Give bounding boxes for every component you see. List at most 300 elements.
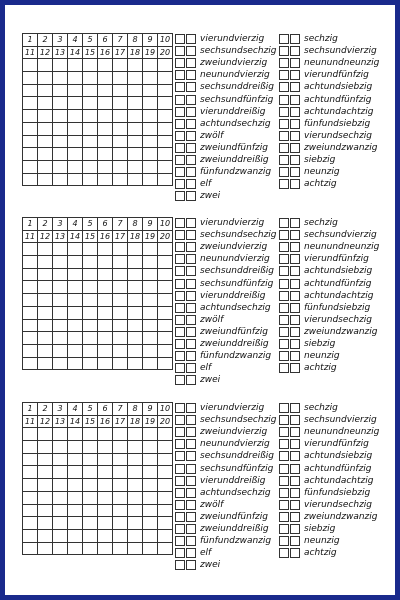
- answer-box[interactable]: [290, 548, 300, 558]
- grid-blank-cell[interactable]: [143, 256, 158, 269]
- answer-box[interactable]: [279, 315, 289, 325]
- answer-box[interactable]: [186, 403, 196, 413]
- grid-blank-cell[interactable]: [113, 294, 128, 307]
- grid-blank-cell[interactable]: [38, 110, 53, 123]
- grid-blank-cell[interactable]: [128, 294, 143, 307]
- answer-box[interactable]: [279, 451, 289, 461]
- answer-box[interactable]: [175, 500, 185, 510]
- grid-blank-cell[interactable]: [128, 542, 143, 555]
- grid-blank-cell[interactable]: [68, 294, 83, 307]
- grid-blank-cell[interactable]: [98, 344, 113, 357]
- grid-blank-cell[interactable]: [38, 504, 53, 517]
- grid-blank-cell[interactable]: [158, 479, 173, 492]
- answer-box[interactable]: [175, 363, 185, 373]
- answer-box[interactable]: [279, 242, 289, 252]
- grid-blank-cell[interactable]: [98, 319, 113, 332]
- answer-box[interactable]: [175, 560, 185, 570]
- grid-blank-cell[interactable]: [98, 72, 113, 85]
- answer-box[interactable]: [279, 415, 289, 425]
- grid-blank-cell[interactable]: [38, 243, 53, 256]
- answer-box[interactable]: [175, 70, 185, 80]
- grid-blank-cell[interactable]: [68, 122, 83, 135]
- grid-blank-cell[interactable]: [128, 160, 143, 173]
- grid-blank-cell[interactable]: [158, 256, 173, 269]
- grid-blank-cell[interactable]: [38, 294, 53, 307]
- grid-blank-cell[interactable]: [83, 529, 98, 542]
- grid-blank-cell[interactable]: [53, 542, 68, 555]
- grid-blank-cell[interactable]: [38, 160, 53, 173]
- grid-blank-cell[interactable]: [128, 306, 143, 319]
- answer-box[interactable]: [186, 191, 196, 201]
- answer-box[interactable]: [279, 536, 289, 546]
- grid-blank-cell[interactable]: [143, 357, 158, 370]
- grid-blank-cell[interactable]: [128, 504, 143, 517]
- grid-blank-cell[interactable]: [128, 517, 143, 530]
- grid-blank-cell[interactable]: [83, 294, 98, 307]
- answer-box[interactable]: [279, 303, 289, 313]
- answer-box[interactable]: [175, 191, 185, 201]
- grid-blank-cell[interactable]: [23, 84, 38, 97]
- answer-box[interactable]: [290, 464, 300, 474]
- grid-blank-cell[interactable]: [38, 344, 53, 357]
- grid-blank-cell[interactable]: [23, 256, 38, 269]
- answer-box[interactable]: [279, 179, 289, 189]
- grid-blank-cell[interactable]: [98, 306, 113, 319]
- answer-box[interactable]: [290, 58, 300, 68]
- grid-blank-cell[interactable]: [113, 479, 128, 492]
- answer-box[interactable]: [279, 230, 289, 240]
- grid-blank-cell[interactable]: [38, 542, 53, 555]
- grid-blank-cell[interactable]: [98, 110, 113, 123]
- answer-box[interactable]: [290, 363, 300, 373]
- grid-blank-cell[interactable]: [83, 306, 98, 319]
- grid-blank-cell[interactable]: [158, 542, 173, 555]
- answer-box[interactable]: [186, 155, 196, 165]
- grid-blank-cell[interactable]: [143, 306, 158, 319]
- grid-blank-cell[interactable]: [83, 504, 98, 517]
- grid-blank-cell[interactable]: [113, 504, 128, 517]
- grid-blank-cell[interactable]: [128, 491, 143, 504]
- grid-blank-cell[interactable]: [23, 173, 38, 186]
- grid-blank-cell[interactable]: [143, 59, 158, 72]
- grid-blank-cell[interactable]: [83, 122, 98, 135]
- answer-box[interactable]: [175, 46, 185, 56]
- answer-box[interactable]: [186, 363, 196, 373]
- grid-blank-cell[interactable]: [83, 160, 98, 173]
- answer-box[interactable]: [186, 230, 196, 240]
- answer-box[interactable]: [186, 179, 196, 189]
- grid-blank-cell[interactable]: [143, 517, 158, 530]
- answer-box[interactable]: [290, 131, 300, 141]
- grid-blank-cell[interactable]: [53, 491, 68, 504]
- grid-blank-cell[interactable]: [113, 72, 128, 85]
- answer-box[interactable]: [290, 476, 300, 486]
- answer-box[interactable]: [175, 291, 185, 301]
- grid-blank-cell[interactable]: [158, 491, 173, 504]
- grid-blank-cell[interactable]: [98, 491, 113, 504]
- grid-blank-cell[interactable]: [113, 529, 128, 542]
- grid-blank-cell[interactable]: [98, 332, 113, 345]
- grid-blank-cell[interactable]: [83, 59, 98, 72]
- grid-blank-cell[interactable]: [83, 281, 98, 294]
- answer-box[interactable]: [186, 339, 196, 349]
- grid-blank-cell[interactable]: [113, 357, 128, 370]
- grid-blank-cell[interactable]: [113, 122, 128, 135]
- grid-blank-cell[interactable]: [158, 97, 173, 110]
- answer-box[interactable]: [279, 107, 289, 117]
- grid-blank-cell[interactable]: [113, 135, 128, 148]
- answer-box[interactable]: [290, 254, 300, 264]
- answer-box[interactable]: [290, 34, 300, 44]
- grid-blank-cell[interactable]: [83, 466, 98, 479]
- grid-blank-cell[interactable]: [98, 466, 113, 479]
- answer-box[interactable]: [186, 291, 196, 301]
- grid-blank-cell[interactable]: [83, 256, 98, 269]
- grid-blank-cell[interactable]: [98, 173, 113, 186]
- grid-blank-cell[interactable]: [128, 135, 143, 148]
- answer-box[interactable]: [290, 315, 300, 325]
- grid-blank-cell[interactable]: [53, 306, 68, 319]
- grid-blank-cell[interactable]: [68, 97, 83, 110]
- answer-box[interactable]: [290, 218, 300, 228]
- grid-blank-cell[interactable]: [23, 479, 38, 492]
- answer-box[interactable]: [279, 464, 289, 474]
- grid-blank-cell[interactable]: [83, 453, 98, 466]
- grid-blank-cell[interactable]: [38, 332, 53, 345]
- grid-blank-cell[interactable]: [53, 59, 68, 72]
- grid-blank-cell[interactable]: [143, 268, 158, 281]
- answer-box[interactable]: [290, 179, 300, 189]
- grid-blank-cell[interactable]: [98, 542, 113, 555]
- grid-blank-cell[interactable]: [128, 122, 143, 135]
- answer-box[interactable]: [175, 266, 185, 276]
- grid-blank-cell[interactable]: [23, 357, 38, 370]
- answer-box[interactable]: [186, 415, 196, 425]
- grid-blank-cell[interactable]: [53, 268, 68, 281]
- grid-blank-cell[interactable]: [23, 491, 38, 504]
- answer-box[interactable]: [279, 131, 289, 141]
- grid-blank-cell[interactable]: [83, 319, 98, 332]
- answer-box[interactable]: [175, 34, 185, 44]
- grid-blank-cell[interactable]: [113, 84, 128, 97]
- grid-blank-cell[interactable]: [158, 517, 173, 530]
- grid-blank-cell[interactable]: [143, 294, 158, 307]
- answer-box[interactable]: [279, 476, 289, 486]
- grid-blank-cell[interactable]: [68, 160, 83, 173]
- answer-box[interactable]: [175, 119, 185, 129]
- grid-blank-cell[interactable]: [128, 59, 143, 72]
- grid-blank-cell[interactable]: [83, 110, 98, 123]
- grid-blank-cell[interactable]: [158, 148, 173, 161]
- grid-blank-cell[interactable]: [53, 84, 68, 97]
- grid-blank-cell[interactable]: [158, 160, 173, 173]
- answer-box[interactable]: [175, 218, 185, 228]
- grid-blank-cell[interactable]: [158, 453, 173, 466]
- grid-blank-cell[interactable]: [68, 466, 83, 479]
- grid-blank-cell[interactable]: [38, 529, 53, 542]
- answer-box[interactable]: [186, 34, 196, 44]
- answer-box[interactable]: [290, 119, 300, 129]
- grid-blank-cell[interactable]: [128, 268, 143, 281]
- answer-box[interactable]: [186, 451, 196, 461]
- grid-blank-cell[interactable]: [113, 173, 128, 186]
- grid-blank-cell[interactable]: [143, 332, 158, 345]
- grid-blank-cell[interactable]: [53, 529, 68, 542]
- grid-blank-cell[interactable]: [83, 441, 98, 454]
- answer-box[interactable]: [186, 464, 196, 474]
- answer-box[interactable]: [186, 131, 196, 141]
- answer-box[interactable]: [175, 82, 185, 92]
- grid-blank-cell[interactable]: [98, 97, 113, 110]
- grid-blank-cell[interactable]: [38, 173, 53, 186]
- grid-blank-cell[interactable]: [158, 135, 173, 148]
- grid-blank-cell[interactable]: [98, 453, 113, 466]
- answer-box[interactable]: [279, 119, 289, 129]
- grid-blank-cell[interactable]: [128, 344, 143, 357]
- grid-blank-cell[interactable]: [83, 135, 98, 148]
- grid-blank-cell[interactable]: [143, 504, 158, 517]
- answer-box[interactable]: [279, 82, 289, 92]
- grid-blank-cell[interactable]: [128, 72, 143, 85]
- grid-blank-cell[interactable]: [83, 72, 98, 85]
- grid-blank-cell[interactable]: [38, 491, 53, 504]
- answer-box[interactable]: [279, 439, 289, 449]
- answer-box[interactable]: [175, 327, 185, 337]
- answer-box[interactable]: [175, 403, 185, 413]
- grid-blank-cell[interactable]: [68, 517, 83, 530]
- answer-box[interactable]: [186, 46, 196, 56]
- grid-blank-cell[interactable]: [98, 243, 113, 256]
- grid-blank-cell[interactable]: [83, 97, 98, 110]
- grid-blank-cell[interactable]: [53, 428, 68, 441]
- answer-box[interactable]: [175, 303, 185, 313]
- grid-blank-cell[interactable]: [38, 97, 53, 110]
- answer-box[interactable]: [175, 524, 185, 534]
- grid-blank-cell[interactable]: [68, 491, 83, 504]
- grid-blank-cell[interactable]: [38, 428, 53, 441]
- answer-box[interactable]: [290, 242, 300, 252]
- grid-blank-cell[interactable]: [98, 160, 113, 173]
- answer-box[interactable]: [290, 512, 300, 522]
- answer-box[interactable]: [175, 339, 185, 349]
- answer-box[interactable]: [175, 254, 185, 264]
- grid-blank-cell[interactable]: [143, 84, 158, 97]
- answer-box[interactable]: [290, 500, 300, 510]
- answer-box[interactable]: [175, 155, 185, 165]
- answer-box[interactable]: [186, 315, 196, 325]
- grid-blank-cell[interactable]: [98, 59, 113, 72]
- grid-blank-cell[interactable]: [23, 332, 38, 345]
- grid-blank-cell[interactable]: [143, 479, 158, 492]
- grid-blank-cell[interactable]: [68, 256, 83, 269]
- answer-box[interactable]: [175, 131, 185, 141]
- answer-box[interactable]: [175, 95, 185, 105]
- grid-blank-cell[interactable]: [68, 110, 83, 123]
- grid-blank-cell[interactable]: [38, 135, 53, 148]
- answer-box[interactable]: [290, 536, 300, 546]
- grid-blank-cell[interactable]: [53, 110, 68, 123]
- grid-blank-cell[interactable]: [38, 84, 53, 97]
- grid-blank-cell[interactable]: [143, 173, 158, 186]
- answer-box[interactable]: [175, 464, 185, 474]
- answer-box[interactable]: [186, 427, 196, 437]
- grid-blank-cell[interactable]: [53, 517, 68, 530]
- grid-blank-cell[interactable]: [158, 72, 173, 85]
- grid-blank-cell[interactable]: [23, 504, 38, 517]
- grid-blank-cell[interactable]: [23, 428, 38, 441]
- grid-blank-cell[interactable]: [113, 281, 128, 294]
- grid-blank-cell[interactable]: [23, 517, 38, 530]
- grid-blank-cell[interactable]: [113, 160, 128, 173]
- grid-blank-cell[interactable]: [98, 122, 113, 135]
- grid-blank-cell[interactable]: [68, 148, 83, 161]
- answer-box[interactable]: [279, 58, 289, 68]
- answer-box[interactable]: [279, 524, 289, 534]
- grid-blank-cell[interactable]: [143, 135, 158, 148]
- answer-box[interactable]: [279, 512, 289, 522]
- grid-blank-cell[interactable]: [83, 517, 98, 530]
- grid-blank-cell[interactable]: [113, 59, 128, 72]
- grid-blank-cell[interactable]: [98, 148, 113, 161]
- grid-blank-cell[interactable]: [98, 357, 113, 370]
- grid-blank-cell[interactable]: [68, 135, 83, 148]
- grid-blank-cell[interactable]: [128, 148, 143, 161]
- answer-box[interactable]: [279, 403, 289, 413]
- answer-box[interactable]: [279, 427, 289, 437]
- grid-blank-cell[interactable]: [38, 441, 53, 454]
- answer-box[interactable]: [290, 279, 300, 289]
- grid-blank-cell[interactable]: [53, 243, 68, 256]
- grid-blank-cell[interactable]: [23, 441, 38, 454]
- grid-blank-cell[interactable]: [143, 243, 158, 256]
- grid-blank-cell[interactable]: [23, 72, 38, 85]
- answer-box[interactable]: [279, 548, 289, 558]
- grid-blank-cell[interactable]: [143, 542, 158, 555]
- grid-blank-cell[interactable]: [158, 441, 173, 454]
- grid-blank-cell[interactable]: [128, 466, 143, 479]
- grid-blank-cell[interactable]: [98, 135, 113, 148]
- grid-blank-cell[interactable]: [143, 160, 158, 173]
- answer-box[interactable]: [186, 82, 196, 92]
- grid-blank-cell[interactable]: [83, 428, 98, 441]
- grid-blank-cell[interactable]: [158, 529, 173, 542]
- grid-blank-cell[interactable]: [113, 428, 128, 441]
- answer-box[interactable]: [290, 95, 300, 105]
- grid-blank-cell[interactable]: [68, 542, 83, 555]
- answer-box[interactable]: [290, 143, 300, 153]
- answer-box[interactable]: [290, 351, 300, 361]
- answer-box[interactable]: [290, 155, 300, 165]
- grid-blank-cell[interactable]: [158, 357, 173, 370]
- grid-blank-cell[interactable]: [128, 110, 143, 123]
- answer-box[interactable]: [186, 279, 196, 289]
- answer-box[interactable]: [279, 218, 289, 228]
- grid-blank-cell[interactable]: [128, 441, 143, 454]
- grid-blank-cell[interactable]: [83, 357, 98, 370]
- answer-box[interactable]: [186, 351, 196, 361]
- grid-blank-cell[interactable]: [23, 268, 38, 281]
- answer-box[interactable]: [290, 451, 300, 461]
- grid-blank-cell[interactable]: [113, 466, 128, 479]
- grid-blank-cell[interactable]: [23, 243, 38, 256]
- grid-blank-cell[interactable]: [128, 319, 143, 332]
- grid-blank-cell[interactable]: [158, 281, 173, 294]
- grid-blank-cell[interactable]: [23, 148, 38, 161]
- grid-blank-cell[interactable]: [53, 294, 68, 307]
- answer-box[interactable]: [279, 34, 289, 44]
- grid-blank-cell[interactable]: [53, 344, 68, 357]
- grid-blank-cell[interactable]: [53, 173, 68, 186]
- grid-blank-cell[interactable]: [83, 173, 98, 186]
- answer-box[interactable]: [279, 351, 289, 361]
- grid-blank-cell[interactable]: [143, 529, 158, 542]
- grid-blank-cell[interactable]: [143, 491, 158, 504]
- answer-box[interactable]: [175, 179, 185, 189]
- answer-box[interactable]: [186, 95, 196, 105]
- grid-blank-cell[interactable]: [53, 135, 68, 148]
- grid-blank-cell[interactable]: [98, 256, 113, 269]
- grid-blank-cell[interactable]: [143, 428, 158, 441]
- grid-blank-cell[interactable]: [128, 479, 143, 492]
- answer-box[interactable]: [279, 500, 289, 510]
- grid-blank-cell[interactable]: [143, 122, 158, 135]
- answer-box[interactable]: [175, 476, 185, 486]
- grid-blank-cell[interactable]: [158, 59, 173, 72]
- answer-box[interactable]: [186, 488, 196, 498]
- answer-box[interactable]: [186, 476, 196, 486]
- grid-blank-cell[interactable]: [128, 453, 143, 466]
- answer-box[interactable]: [186, 548, 196, 558]
- grid-blank-cell[interactable]: [113, 306, 128, 319]
- grid-blank-cell[interactable]: [83, 84, 98, 97]
- answer-box[interactable]: [290, 107, 300, 117]
- grid-blank-cell[interactable]: [23, 466, 38, 479]
- grid-blank-cell[interactable]: [83, 243, 98, 256]
- answer-box[interactable]: [290, 46, 300, 56]
- grid-blank-cell[interactable]: [113, 441, 128, 454]
- grid-blank-cell[interactable]: [128, 84, 143, 97]
- answer-box[interactable]: [186, 107, 196, 117]
- grid-blank-cell[interactable]: [113, 110, 128, 123]
- grid-blank-cell[interactable]: [53, 72, 68, 85]
- grid-blank-cell[interactable]: [38, 319, 53, 332]
- answer-box[interactable]: [186, 58, 196, 68]
- grid-blank-cell[interactable]: [53, 466, 68, 479]
- answer-box[interactable]: [175, 167, 185, 177]
- grid-blank-cell[interactable]: [143, 319, 158, 332]
- answer-box[interactable]: [279, 167, 289, 177]
- answer-box[interactable]: [175, 58, 185, 68]
- grid-blank-cell[interactable]: [38, 148, 53, 161]
- answer-box[interactable]: [175, 536, 185, 546]
- answer-box[interactable]: [186, 303, 196, 313]
- answer-box[interactable]: [186, 218, 196, 228]
- grid-blank-cell[interactable]: [158, 319, 173, 332]
- grid-blank-cell[interactable]: [128, 256, 143, 269]
- grid-blank-cell[interactable]: [23, 529, 38, 542]
- grid-blank-cell[interactable]: [68, 281, 83, 294]
- grid-blank-cell[interactable]: [23, 59, 38, 72]
- grid-blank-cell[interactable]: [158, 428, 173, 441]
- answer-box[interactable]: [279, 46, 289, 56]
- grid-blank-cell[interactable]: [83, 542, 98, 555]
- answer-box[interactable]: [186, 119, 196, 129]
- grid-blank-cell[interactable]: [38, 72, 53, 85]
- answer-box[interactable]: [290, 230, 300, 240]
- answer-box[interactable]: [186, 254, 196, 264]
- answer-box[interactable]: [175, 143, 185, 153]
- answer-box[interactable]: [279, 488, 289, 498]
